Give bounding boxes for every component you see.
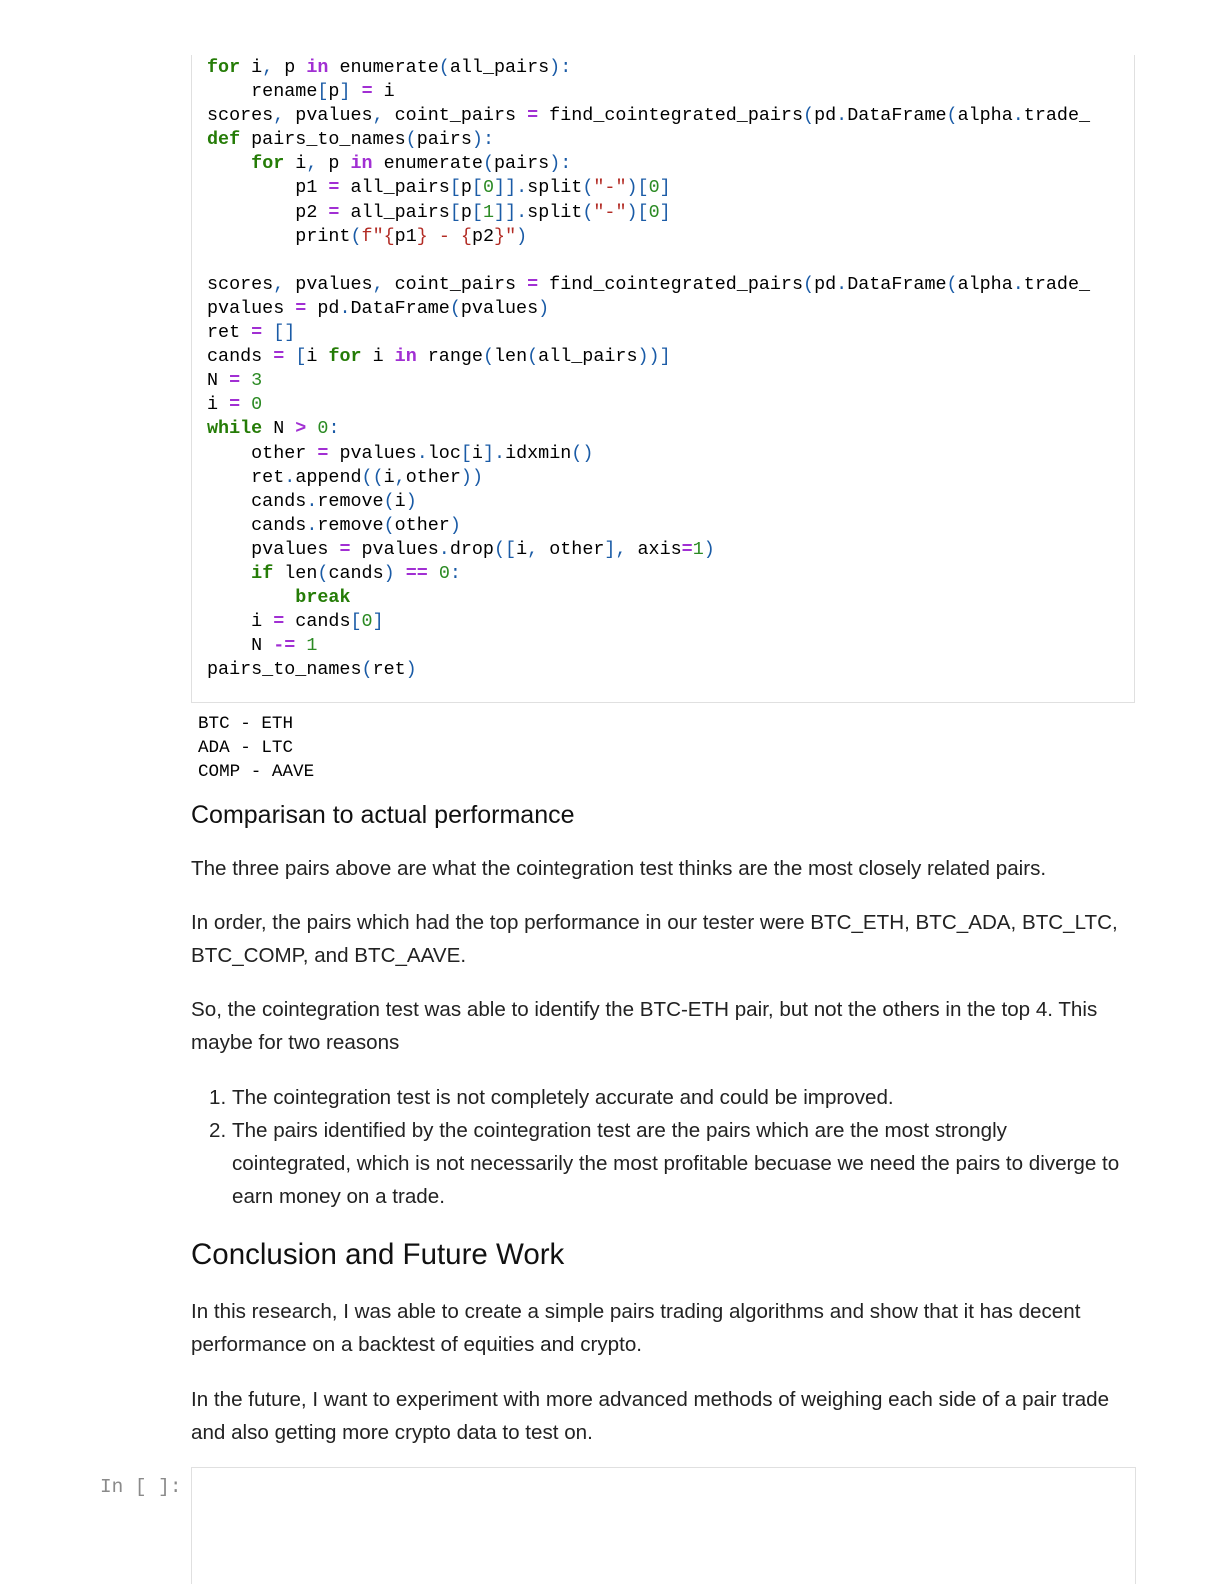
code-line: i = cands[0] [207,611,384,633]
paragraph: In this research, I was able to create a simple pairs trading algorithms and show that it has decent performance on a backtest of equities and crypto. [191,1300,1081,1356]
section-heading-comparison: Comparisan to actual performance [191,801,575,829]
code-line: p2 = all_pairs[p[1]].split("-")[0] [207,201,671,223]
paragraph: In order, the pairs which had the top performance in our tester were BTC_ETH, BTC_ADA, BTC_LTC, BTC_COMP, and BTC_AAVE. [191,911,1118,967]
list-number: 1. [209,1086,227,1109]
code-input[interactable] [192,56,1090,682]
paragraph: So, the cointegration test was able to identify the BTC-ETH pair, but not the others in the top 4. This maybe for two reasons [191,998,1098,1054]
code-cell[interactable] [191,55,1135,703]
section-heading-conclusion: Conclusion and Future Work [191,1238,565,1271]
list-item-text: The cointegration test is not completely accurate and could be improved. [232,1086,894,1109]
code-line: ret = [] [207,322,296,344]
paragraph: The three pairs above are what the cointegration test thinks are the most closely related pairs. [191,857,1047,880]
code-line: N -= 1 [207,635,318,657]
code-line: while N > 0: [207,418,340,440]
code-line: def pairs_to_names(pairs): [207,129,494,151]
code-line: other = pvalues.loc[i].idxmin() [207,442,594,464]
code-line: cands.remove(i) [207,490,417,512]
code-line: scores, pvalues, coint_pairs = find_cointegrated_pairs(pd.DataFrame(alpha.trade_ [207,105,1091,127]
code-line: N = 3 [207,370,263,392]
list-item [191,1081,1121,1114]
code-line: rename[p] = i [207,81,395,103]
code-line: if len(cands) == 0: [251,562,461,584]
paragraph: In the future, I want to experiment with more advanced methods of weighing each side of a pair trade and also getting more crypto data to test on. [191,1388,1110,1444]
code-line: scores, pvalues, coint_pairs = find_cointegrated_pairs(pd.DataFrame(alpha.trade_ [207,273,1091,295]
code-line: print(f"{p1} - {p2}") [207,225,528,247]
code-line: cands.remove(other) [207,514,461,536]
code-line: ret.append((i,other)) [207,466,483,488]
output-line: ADA - LTC [198,738,294,758]
reasons-list [191,1081,1121,1213]
code-line: cands = [i for i in range(len(all_pairs))] [207,346,671,368]
code-line: pairs_to_names(ret) [207,659,417,681]
cell-output [198,712,314,784]
code-line: for i, p in enumerate(pairs): [251,153,572,175]
code-line: i = 0 [207,394,263,416]
list-number: 2. [209,1119,227,1142]
code-line: pvalues = pvalues.drop([i, other], axis=1) [207,538,715,560]
code-line: break [295,587,351,609]
code-line: p1 = all_pairs[p[0]].split("-")[0] [207,177,671,199]
empty-code-cell[interactable] [191,1467,1136,1584]
code-line: pvalues = pd.DataFrame(pvalues) [207,297,550,319]
code-line: for i, p in enumerate(all_pairs): [207,57,572,78]
cell-prompt: In [ ]: [100,1476,182,1498]
list-item-text: The pairs identified by the cointegration test are the pairs which are the most strongly cointegrated, which is not necessarily the most profitable becuase we need the pairs to diverge to earn money on a trade. [232,1119,1120,1208]
output-line: COMP - AAVE [198,762,315,782]
list-item [191,1114,1121,1213]
output-line: BTC - ETH [198,714,294,734]
